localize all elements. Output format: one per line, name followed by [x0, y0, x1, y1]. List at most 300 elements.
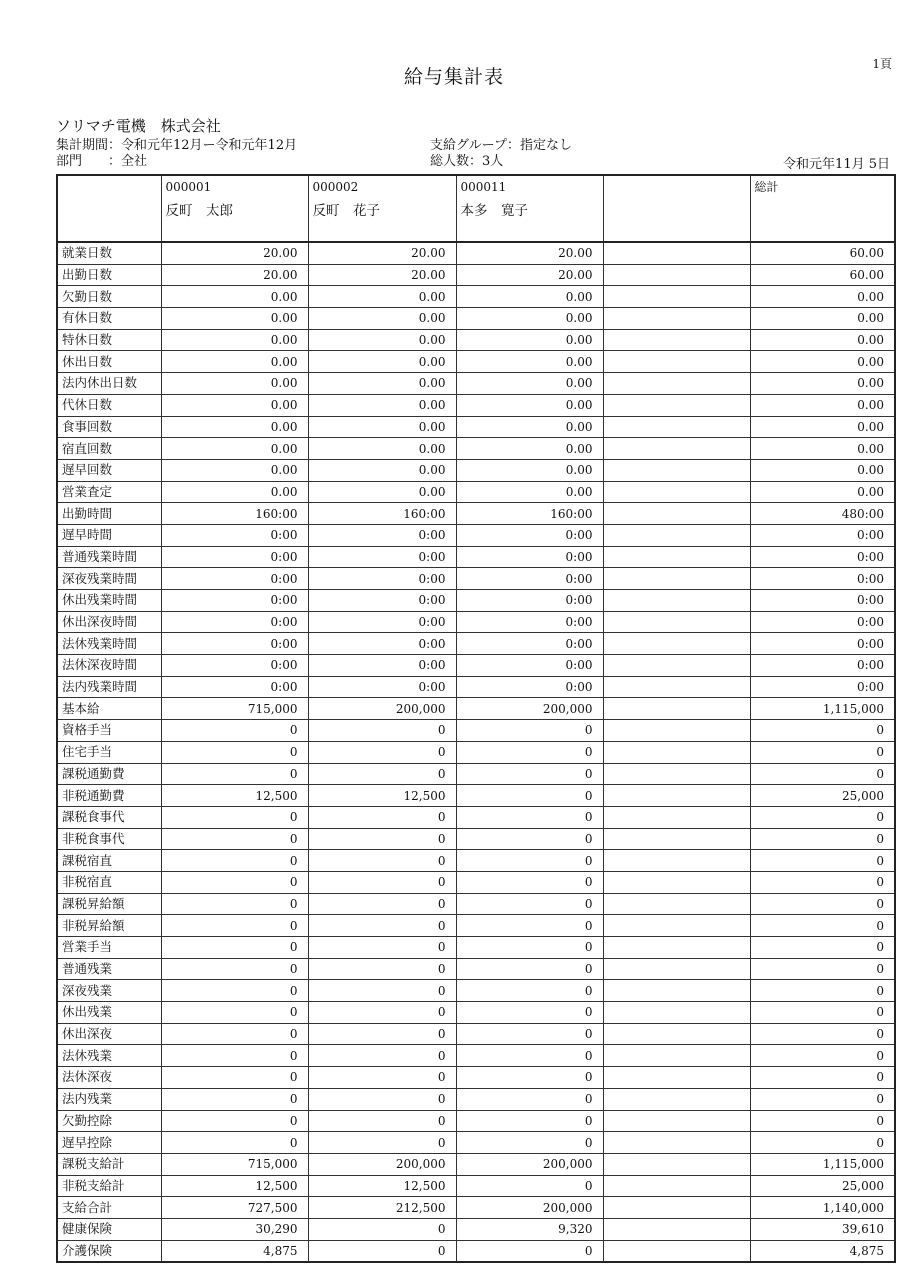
value-cell: 0.00: [456, 459, 603, 481]
row-label: 普通残業時間: [57, 546, 161, 568]
total-cell: 0: [750, 763, 895, 785]
value-cell: 200,000: [456, 1197, 603, 1219]
value-cell: 20.00: [456, 264, 603, 286]
table-row: [57, 1067, 895, 1089]
table-row: [57, 1153, 895, 1175]
table-row: [57, 806, 895, 828]
value-cell: [603, 394, 750, 416]
value-cell: 0: [308, 741, 456, 763]
table-row: [57, 785, 895, 807]
value-cell: 0: [161, 806, 308, 828]
value-cell: [603, 1240, 750, 1262]
total-cell: 0.00: [750, 351, 895, 373]
value-cell: 0.00: [456, 286, 603, 308]
value-cell: 0: [456, 741, 603, 763]
value-cell: 0: [308, 850, 456, 872]
value-cell: [603, 915, 750, 937]
value-cell: 0.00: [161, 373, 308, 395]
total-cell: 1,115,000: [750, 698, 895, 720]
table-row: [57, 394, 895, 416]
value-cell: 0: [456, 1002, 603, 1024]
table-row: [57, 329, 895, 351]
value-cell: 0.00: [161, 286, 308, 308]
value-cell: [603, 1067, 750, 1089]
value-cell: 0: [456, 720, 603, 742]
employee-name: 本多 寛子: [460, 203, 528, 219]
value-cell: 0: [456, 980, 603, 1002]
value-cell: 12,500: [308, 1175, 456, 1197]
value-cell: 0:00: [161, 633, 308, 655]
total-cell: 0.00: [750, 286, 895, 308]
table-row: [57, 373, 895, 395]
table-row: [57, 741, 895, 763]
total-cell: 0: [750, 980, 895, 1002]
total-cell: 0: [750, 937, 895, 959]
value-cell: [603, 524, 750, 546]
value-cell: 0: [161, 1023, 308, 1045]
employee-name: 反町 太郎: [165, 203, 233, 219]
table-row: [57, 438, 895, 460]
row-label: 非税宿直: [57, 871, 161, 893]
value-cell: [603, 720, 750, 742]
row-label: 支給合計: [57, 1197, 161, 1219]
value-cell: 0: [456, 1132, 603, 1154]
value-cell: 0: [308, 1088, 456, 1110]
total-cell: 0: [750, 915, 895, 937]
value-cell: 0.00: [308, 438, 456, 460]
value-cell: 200,000: [456, 1153, 603, 1175]
value-cell: 0: [308, 937, 456, 959]
row-label: 非税食事代: [57, 828, 161, 850]
value-cell: [603, 286, 750, 308]
row-label: 普通残業: [57, 958, 161, 980]
value-cell: 0.00: [308, 329, 456, 351]
table-row: [57, 655, 895, 677]
value-cell: [603, 871, 750, 893]
total-cell: 25,000: [750, 785, 895, 807]
row-label: 休出残業: [57, 1002, 161, 1024]
value-cell: 0: [308, 1045, 456, 1067]
value-cell: 0.00: [456, 308, 603, 330]
value-cell: 0.00: [161, 351, 308, 373]
value-cell: 160:00: [308, 503, 456, 525]
value-cell: 0:00: [308, 611, 456, 633]
value-cell: 0:00: [161, 611, 308, 633]
value-cell: [603, 1218, 750, 1240]
total-cell: 0: [750, 871, 895, 893]
total-cell: 60.00: [750, 242, 895, 264]
row-label: 課税通勤費: [57, 763, 161, 785]
value-cell: 0.00: [308, 286, 456, 308]
value-cell: 0: [456, 1110, 603, 1132]
table-row: [57, 459, 895, 481]
value-cell: 0: [308, 893, 456, 915]
value-cell: [603, 980, 750, 1002]
value-cell: 0:00: [161, 655, 308, 677]
value-cell: 727,500: [161, 1197, 308, 1219]
total-cell: 0: [750, 893, 895, 915]
value-cell: 0: [308, 915, 456, 937]
employee-header-cell: [456, 175, 603, 242]
row-label: 非税昇給額: [57, 915, 161, 937]
value-cell: [603, 1023, 750, 1045]
row-label: 課税昇給額: [57, 893, 161, 915]
total-cell: 0: [750, 850, 895, 872]
value-cell: 0: [161, 1132, 308, 1154]
employee-name: 反町 花子: [312, 203, 380, 219]
value-cell: 0:00: [161, 568, 308, 590]
value-cell: 0: [308, 958, 456, 980]
value-cell: 0:00: [456, 568, 603, 590]
value-cell: 0: [308, 720, 456, 742]
row-label: 資格手当: [57, 720, 161, 742]
value-cell: [603, 1045, 750, 1067]
company-name: ソリマチ電機 株式会社: [56, 117, 221, 135]
value-cell: 0.00: [456, 481, 603, 503]
value-cell: 9,320: [456, 1218, 603, 1240]
value-cell: 0: [161, 958, 308, 980]
value-cell: [603, 937, 750, 959]
table-row: [57, 416, 895, 438]
value-cell: 0: [308, 980, 456, 1002]
value-cell: [603, 655, 750, 677]
row-label: 法内残業: [57, 1088, 161, 1110]
value-cell: 0.00: [308, 351, 456, 373]
value-cell: 0:00: [308, 524, 456, 546]
total-header-label: 総計: [754, 180, 779, 194]
row-label: 遅早回数: [57, 459, 161, 481]
value-cell: 200,000: [456, 698, 603, 720]
value-cell: 0: [456, 958, 603, 980]
total-cell: 39,610: [750, 1218, 895, 1240]
value-cell: 0.00: [161, 416, 308, 438]
total-header-cell: [750, 175, 895, 242]
value-cell: 4,875: [161, 1240, 308, 1262]
value-cell: [603, 1002, 750, 1024]
table-row: [57, 481, 895, 503]
total-cell: 0.00: [750, 416, 895, 438]
total-cell: 0:00: [750, 676, 895, 698]
employee-code: 000011: [460, 180, 507, 194]
row-label: 基本給: [57, 698, 161, 720]
row-label: 営業査定: [57, 481, 161, 503]
table-row: [57, 1110, 895, 1132]
value-cell: 0: [161, 828, 308, 850]
value-cell: 0: [456, 850, 603, 872]
row-label: 休出残業時間: [57, 590, 161, 612]
table-row: [57, 915, 895, 937]
total-cell: 0: [750, 1045, 895, 1067]
total-cell: 0: [750, 1088, 895, 1110]
value-cell: 0.00: [161, 329, 308, 351]
table-row: [57, 893, 895, 915]
value-cell: 12,500: [161, 785, 308, 807]
value-cell: 0: [456, 1023, 603, 1045]
total-cell: 0.00: [750, 438, 895, 460]
value-cell: [603, 1132, 750, 1154]
total-cell: 0:00: [750, 611, 895, 633]
value-cell: [603, 1175, 750, 1197]
row-label: 欠勤控除: [57, 1110, 161, 1132]
value-cell: 0: [161, 1045, 308, 1067]
value-cell: [603, 568, 750, 590]
employee-header-cell: [603, 175, 750, 242]
value-cell: 20.00: [308, 242, 456, 264]
value-cell: 0: [161, 741, 308, 763]
value-cell: 0: [161, 980, 308, 1002]
employee-header-cell: [308, 175, 456, 242]
value-cell: 0.00: [161, 394, 308, 416]
value-cell: 0: [456, 915, 603, 937]
table-row: [57, 590, 895, 612]
value-cell: 12,500: [308, 785, 456, 807]
value-cell: 160:00: [161, 503, 308, 525]
total-cell: 0: [750, 806, 895, 828]
value-cell: 0:00: [456, 524, 603, 546]
value-cell: 0: [308, 806, 456, 828]
value-cell: [603, 416, 750, 438]
row-label: 深夜残業: [57, 980, 161, 1002]
value-cell: 0: [161, 763, 308, 785]
value-cell: [603, 459, 750, 481]
value-cell: 0.00: [308, 481, 456, 503]
value-cell: [603, 828, 750, 850]
value-cell: 0: [456, 763, 603, 785]
value-cell: 0: [161, 937, 308, 959]
total-cell: 0:00: [750, 568, 895, 590]
row-label: 有休日数: [57, 308, 161, 330]
value-cell: [603, 785, 750, 807]
table-row: [57, 958, 895, 980]
value-cell: 715,000: [161, 1153, 308, 1175]
table-row: [57, 698, 895, 720]
row-label: 住宅手当: [57, 741, 161, 763]
total-cell: 1,115,000: [750, 1153, 895, 1175]
value-cell: 0.00: [456, 329, 603, 351]
row-label: 出勤時間: [57, 503, 161, 525]
row-label: 代休日数: [57, 394, 161, 416]
total-cell: 0: [750, 720, 895, 742]
table-row: [57, 937, 895, 959]
value-cell: [603, 850, 750, 872]
row-label: 宿直回数: [57, 438, 161, 460]
total-cell: 60.00: [750, 264, 895, 286]
value-cell: 0: [308, 1067, 456, 1089]
value-cell: [603, 698, 750, 720]
row-label: 課税宿直: [57, 850, 161, 872]
value-cell: 0: [456, 937, 603, 959]
row-label: 休出深夜時間: [57, 611, 161, 633]
value-cell: 0:00: [308, 676, 456, 698]
employee-code: 000002: [312, 180, 359, 194]
table-row: [57, 633, 895, 655]
value-cell: 0.00: [161, 308, 308, 330]
row-label: 法休深夜時間: [57, 655, 161, 677]
value-cell: [603, 611, 750, 633]
row-label: 法休深夜: [57, 1067, 161, 1089]
total-cell: 0.00: [750, 308, 895, 330]
value-cell: 0: [308, 871, 456, 893]
table-row: [57, 546, 895, 568]
value-cell: 0: [161, 850, 308, 872]
value-cell: [603, 633, 750, 655]
table-row: [57, 850, 895, 872]
value-cell: 0: [161, 1067, 308, 1089]
table-row: [57, 308, 895, 330]
value-cell: [603, 1153, 750, 1175]
table-row: [57, 1175, 895, 1197]
value-cell: 0.00: [456, 416, 603, 438]
value-cell: 0.00: [308, 373, 456, 395]
value-cell: 0:00: [161, 676, 308, 698]
table-row: [57, 1240, 895, 1262]
table-row: [57, 871, 895, 893]
value-cell: 0.00: [161, 481, 308, 503]
value-cell: 20.00: [456, 242, 603, 264]
row-label: 営業手当: [57, 937, 161, 959]
value-cell: 0: [161, 1002, 308, 1024]
table-row: [57, 524, 895, 546]
total-cell: 0:00: [750, 633, 895, 655]
value-cell: 30,290: [161, 1218, 308, 1240]
value-cell: [603, 438, 750, 460]
row-label: 非税支給計: [57, 1175, 161, 1197]
value-cell: 212,500: [308, 1197, 456, 1219]
value-cell: 0:00: [161, 524, 308, 546]
row-label: 遅早時間: [57, 524, 161, 546]
value-cell: [603, 264, 750, 286]
row-label: 休出深夜: [57, 1023, 161, 1045]
value-cell: 0:00: [456, 590, 603, 612]
value-cell: 0:00: [456, 655, 603, 677]
value-cell: 0: [308, 1002, 456, 1024]
row-label: 課税支給計: [57, 1153, 161, 1175]
value-cell: 0: [308, 1240, 456, 1262]
value-cell: 0: [308, 1132, 456, 1154]
value-cell: 0.00: [456, 373, 603, 395]
value-cell: [603, 242, 750, 264]
total-cell: 0: [750, 1002, 895, 1024]
value-cell: [603, 741, 750, 763]
value-cell: 0:00: [308, 546, 456, 568]
row-label: 食事回数: [57, 416, 161, 438]
value-cell: 200,000: [308, 698, 456, 720]
value-cell: [603, 481, 750, 503]
value-cell: [603, 806, 750, 828]
value-cell: [603, 373, 750, 395]
table-row: [57, 264, 895, 286]
value-cell: 20.00: [161, 242, 308, 264]
value-cell: [603, 351, 750, 373]
total-cell: 25,000: [750, 1175, 895, 1197]
value-cell: 0:00: [456, 676, 603, 698]
row-label: 遅早控除: [57, 1132, 161, 1154]
row-label: 健康保険: [57, 1218, 161, 1240]
total-cell: 0.00: [750, 481, 895, 503]
page-number: 1頁: [872, 57, 892, 71]
table-row: [57, 676, 895, 698]
table-row: [57, 568, 895, 590]
value-cell: [603, 1197, 750, 1219]
report-title: 給与集計表: [403, 66, 504, 88]
pay-group: 支給グループ：指定なし: [430, 138, 572, 153]
value-cell: 0: [308, 1023, 456, 1045]
value-cell: 160:00: [456, 503, 603, 525]
value-cell: 0.00: [308, 459, 456, 481]
value-cell: 0: [456, 1088, 603, 1110]
value-cell: [603, 590, 750, 612]
value-cell: 0: [161, 893, 308, 915]
table-row: [57, 763, 895, 785]
total-cell: 0: [750, 1067, 895, 1089]
row-label: 欠勤日数: [57, 286, 161, 308]
table-row: [57, 242, 895, 264]
value-cell: 0: [456, 893, 603, 915]
total-cell: 0:00: [750, 655, 895, 677]
value-cell: 0:00: [308, 590, 456, 612]
total-cell: 0:00: [750, 524, 895, 546]
payroll-summary-table: [56, 174, 896, 1263]
value-cell: 20.00: [308, 264, 456, 286]
value-cell: 0.00: [456, 351, 603, 373]
value-cell: 0: [456, 1240, 603, 1262]
value-cell: 0: [161, 1088, 308, 1110]
row-label: 介護保険: [57, 1240, 161, 1262]
value-cell: 0: [456, 871, 603, 893]
department: 部門 ：全社: [56, 154, 148, 169]
value-cell: 0.00: [456, 438, 603, 460]
value-cell: 0:00: [161, 590, 308, 612]
value-cell: 0: [161, 915, 308, 937]
value-cell: 0:00: [161, 546, 308, 568]
print-date: 令和元年11月 5日: [783, 157, 890, 172]
total-cell: 0.00: [750, 459, 895, 481]
aggregation-period: 集計期間：令和元年12月ー令和元年12月: [56, 138, 298, 153]
header-corner-cell: [57, 175, 161, 242]
table-row: [57, 611, 895, 633]
total-cell: 4,875: [750, 1240, 895, 1262]
value-cell: 0: [161, 720, 308, 742]
total-cell: 1,140,000: [750, 1197, 895, 1219]
value-cell: 0: [456, 785, 603, 807]
row-label: 法内残業時間: [57, 676, 161, 698]
value-cell: 0: [161, 1110, 308, 1132]
table-row: [57, 1088, 895, 1110]
value-cell: [603, 546, 750, 568]
total-cell: 0: [750, 958, 895, 980]
value-cell: 200,000: [308, 1153, 456, 1175]
row-label: 非税通勤費: [57, 785, 161, 807]
value-cell: 0:00: [456, 633, 603, 655]
table-row: [57, 1132, 895, 1154]
value-cell: 0: [308, 763, 456, 785]
table-row: [57, 286, 895, 308]
total-cell: 0: [750, 741, 895, 763]
total-cell: 480:00: [750, 503, 895, 525]
row-label: 特休日数: [57, 329, 161, 351]
value-cell: 0: [456, 1045, 603, 1067]
value-cell: 0: [308, 1218, 456, 1240]
value-cell: [603, 329, 750, 351]
row-label: 就業日数: [57, 242, 161, 264]
table-row: [57, 1197, 895, 1219]
table-row: [57, 980, 895, 1002]
value-cell: 0: [456, 828, 603, 850]
headcount: 総人数：3人: [430, 154, 504, 169]
value-cell: [603, 1088, 750, 1110]
value-cell: [603, 308, 750, 330]
value-cell: 0: [456, 1175, 603, 1197]
